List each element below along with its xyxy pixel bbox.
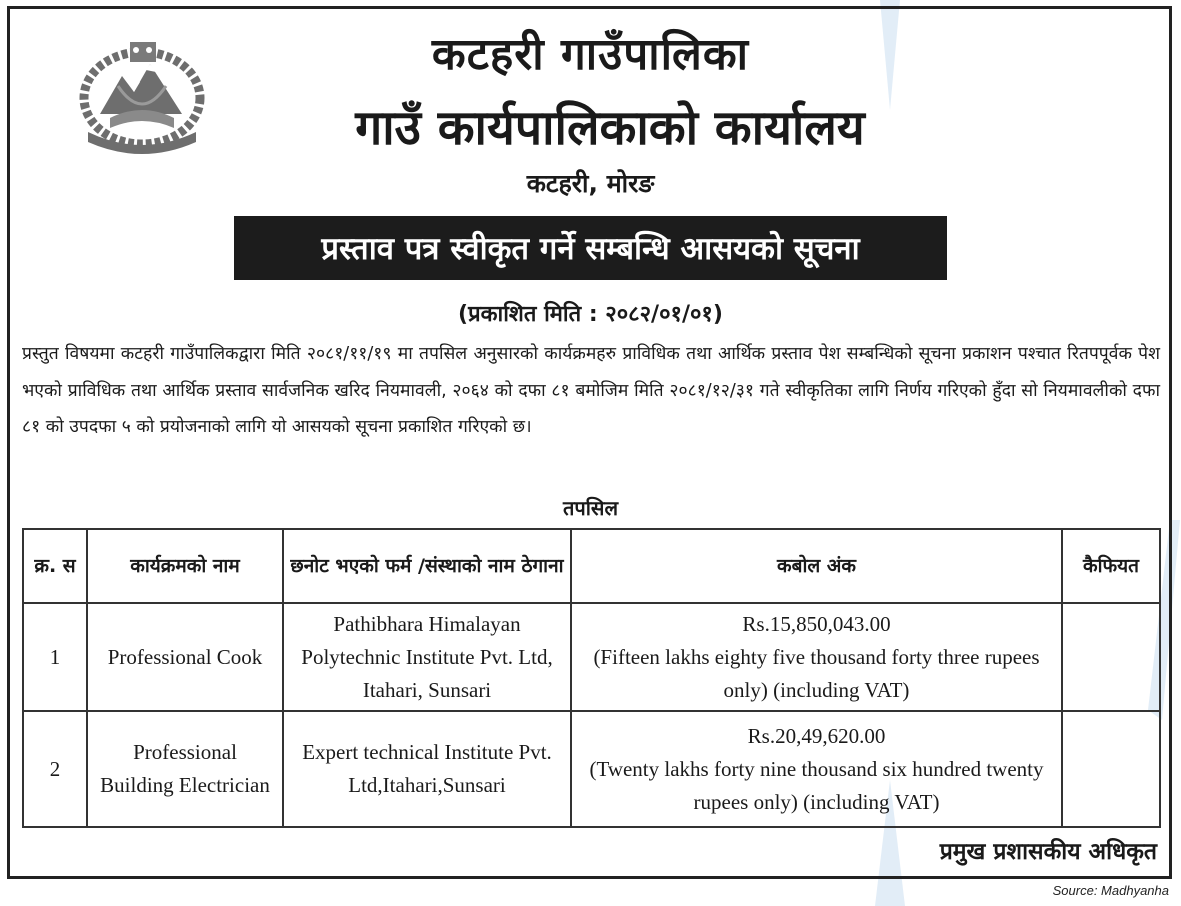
notice-title-banner xyxy=(234,216,947,280)
cell-firm: Pathibhara Himalayan Polytechnic Institute Pvt. Ltd, Itahari, Sunsari xyxy=(283,603,571,711)
column-header-program: कार्यक्रमको नाम xyxy=(87,529,283,603)
column-header-sn: क्र. स xyxy=(23,529,87,603)
amount-figure: Rs.15,850,043.00 xyxy=(742,611,891,636)
cell-sn: 2 xyxy=(23,711,87,827)
office-name: गाउँ कार्यपालिकाको कार्यालय xyxy=(355,100,865,156)
column-header-firm: छनोट भएको फर्म /संस्थाको नाम ठेगाना xyxy=(283,529,571,603)
table-header-row xyxy=(23,529,1160,603)
amount-figure: Rs.20,49,620.00 xyxy=(747,723,886,748)
cell-amount xyxy=(571,711,1062,827)
municipality-name: कटहरी गाउँपालिका xyxy=(431,29,750,80)
amount-in-words: (Fifteen lakhs eighty five thousand forty three rupees only) (including VAT) xyxy=(593,644,1040,702)
signatory-title: प्रमुख प्रशासकीय अधिकृत xyxy=(939,839,1157,865)
table-row xyxy=(23,603,1160,711)
cell-sn: 1 xyxy=(23,603,87,711)
cell-remarks xyxy=(1062,603,1160,711)
amount-in-words: (Twenty lakhs forty nine thousand six hundred twenty rupees only) (including VAT) xyxy=(589,756,1044,814)
cell-amount xyxy=(571,603,1062,711)
column-header-amount: कबोल अंक xyxy=(571,529,1062,603)
office-location: कटहरी, मोरङ xyxy=(526,169,655,198)
cell-remarks xyxy=(1062,711,1160,827)
publish-date: (प्रकाशित मिति : २०८२/०१/०१) xyxy=(458,302,723,327)
source-credit: Source: Madhyanha xyxy=(1052,883,1169,898)
column-header-remarks: कैफियत xyxy=(1062,529,1160,603)
award-table xyxy=(22,528,1161,828)
notice-title: प्रस्ताव पत्र स्वीकृत गर्ने सम्बन्धि आसयको सूचना xyxy=(321,231,860,267)
schedule-heading: तपसिल xyxy=(562,496,619,520)
notice-body: प्रस्तुत विषयमा कटहरी गाउँपालिकद्वारा मिति २०८१/११/१९ मा तपसिल अनुसारको कार्यक्रमहरु प्राविधिक तथा आर्थिक प्रस्ताव पेश सम्बन्धिको सूचना प्रकाशन पश्चात रितपपूर्वक पेश भएको प्राविधिक तथा आर्थिक प्रस्ताव सार्वजनिक खरिद नियमावली, २०६४ को दफा ८१ बमोजिम मिति २०८१/१२/३१ गते स्वीकृतिका लागि निर्णय गरिएको हुँदा सो नियमावलीको दफा ८१ को उपदफा ५ को प्रयोजनाको लागि यो आसयको सूचना प्रकाशित गरिएको छ। xyxy=(22,344,1161,437)
cell-program: Professional Building Electrician xyxy=(87,711,283,827)
cell-program: Professional Cook xyxy=(87,603,283,711)
cell-firm: Expert technical Institute Pvt. Ltd,Itahari,Sunsari xyxy=(283,711,571,827)
table-row xyxy=(23,711,1160,827)
